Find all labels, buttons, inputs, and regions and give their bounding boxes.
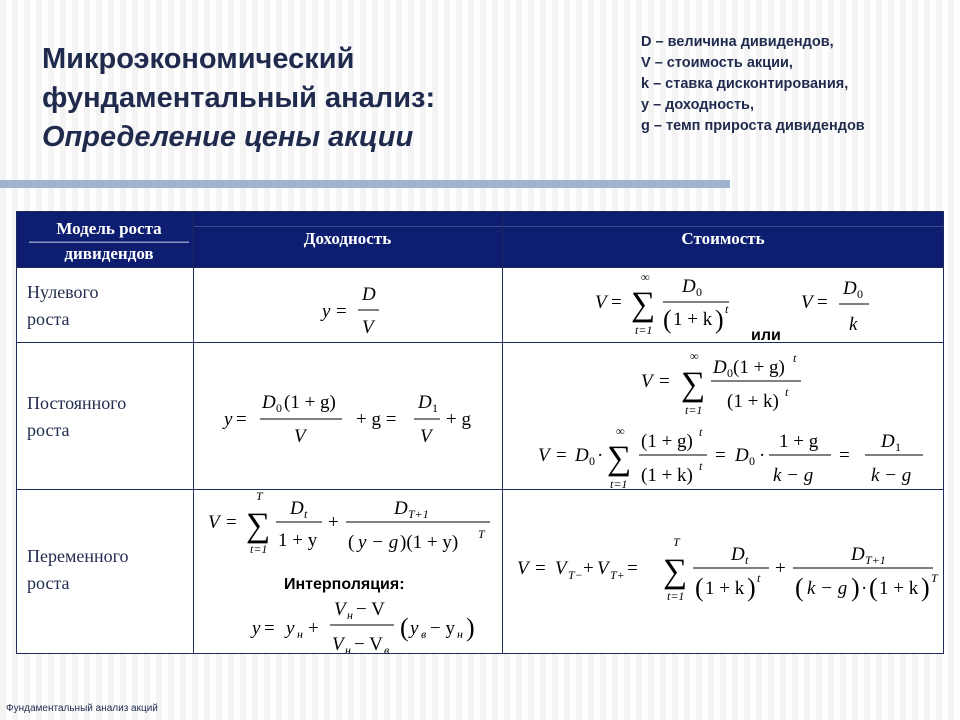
svg-text:T: T [478,527,485,541]
svg-text:=: = [627,558,638,579]
svg-text:0: 0 [276,401,282,415]
svg-text:y: y [252,618,261,639]
svg-text:− y: − y [430,618,455,639]
svg-text:y: y [224,409,233,430]
svg-text:): ) [921,573,930,602]
row-label-line: роста [27,309,70,329]
svg-text:T+1: T+1 [865,553,886,567]
svg-text:=: = [611,292,622,313]
header-yield: Доходность [303,229,392,248]
svg-text:V: V [597,558,609,579]
header-model-line-1: Модель роста [29,218,189,242]
svg-text:− V: − V [354,634,383,653]
svg-text:D: D [418,392,432,413]
svg-text:): ) [466,613,475,642]
row-label-line: роста [27,573,70,593]
svg-text:t: t [725,302,729,316]
header-model [29,218,189,265]
svg-text:=: = [264,618,275,639]
svg-text:T+: T+ [610,568,625,582]
svg-text:1 + k: 1 + k [705,578,745,599]
svg-text:D: D [881,431,895,452]
svg-text:(: ( [795,573,804,602]
row-label-line: Переменного [27,546,129,566]
svg-text:∞: ∞ [690,349,699,363]
svg-text:T−: T− [568,568,583,582]
svg-text:∞: ∞ [616,424,625,438]
svg-text:=: = [226,512,237,533]
svg-text:·: · [597,445,604,466]
formula-zero-value [503,268,943,342]
svg-text:T: T [931,571,938,585]
footer-caption: Фундаментальный анализ акций [6,703,158,714]
svg-text:V: V [801,292,813,313]
svg-text:V: V [362,317,374,338]
svg-text:t: t [793,351,797,365]
svg-text:0: 0 [696,285,702,299]
svg-text:− V: − V [356,599,385,620]
svg-text:∑: ∑ [607,440,632,477]
svg-text:V: V [208,512,220,533]
svg-text:(1 + g): (1 + g) [641,431,693,452]
svg-text:(1 + g): (1 + g) [733,357,785,378]
svg-text:t: t [699,425,703,439]
svg-text:в: в [421,627,427,641]
svg-text:∑: ∑ [246,507,271,544]
svg-text:(: ( [869,573,878,602]
svg-text:0: 0 [727,366,733,380]
svg-text:(: ( [695,573,704,602]
svg-text:): ) [851,573,860,602]
svg-text:=: = [817,292,828,313]
svg-text:k − g: k − g [773,465,814,486]
svg-text:=: = [715,445,726,466]
svg-text:t=1: t=1 [635,323,653,337]
svg-text:+: + [308,618,319,639]
svg-text:T: T [256,490,263,503]
svg-text:t=1: t=1 [250,542,268,556]
svg-text:D: D [575,445,589,466]
svg-text:D: D [682,276,696,297]
svg-text:k − g: k − g [807,578,848,599]
formula-constant-yield [194,343,502,489]
svg-text:V: V [332,634,344,653]
svg-text:1: 1 [895,440,901,454]
svg-text:k: k [849,314,858,335]
svg-text:+: + [328,512,339,533]
formula-zero-yield [194,268,502,342]
svg-text:t: t [745,553,749,567]
title-divider [0,180,730,188]
header-model-line-2: дивидендов [29,242,189,265]
svg-text:t: t [757,571,761,585]
slide-title [42,40,582,157]
svg-text:D: D [262,392,276,413]
header-line [193,226,943,227]
legend-item: k – ставка дисконтирования, [641,76,849,92]
svg-text:(1 + k): (1 + k) [727,391,779,412]
formula-table [16,211,944,654]
title-line-1: Микроэкономический [42,43,355,75]
svg-text:D: D [362,284,376,305]
svg-text:t=1: t=1 [667,589,685,603]
svg-text:y − g: y − g [358,532,399,553]
row-label-line: Постоянного [27,393,127,413]
svg-text:V: V [641,371,653,392]
svg-text:+: + [583,558,594,579]
svg-text:V: V [538,445,550,466]
row-label-variable-growth [27,543,192,597]
svg-text:=: = [659,371,670,392]
svg-text:(: ( [348,532,355,553]
svg-text:н: н [345,643,351,653]
header-value: Стоимость [681,229,765,248]
legend-item: y – доходность, [641,97,754,113]
svg-text:V: V [555,558,567,579]
table-header [17,212,943,267]
svg-text:н: н [297,627,303,641]
variable-legend [641,32,951,137]
svg-text:н: н [457,627,463,641]
svg-text:t=1: t=1 [610,477,628,489]
svg-text:D: D [731,544,745,565]
legend-item: V – стоимость акции, [641,55,793,71]
svg-text:D: D [851,544,865,565]
svg-text:0: 0 [749,454,755,468]
formula-variable-yield [194,490,502,653]
formula-constant-value [503,343,943,489]
svg-text:D: D [290,498,304,519]
formula-variable-value [503,490,943,653]
svg-text:t: t [304,507,308,521]
svg-text:1: 1 [432,401,438,415]
svg-text:=: = [236,409,247,430]
svg-text:D: D [713,357,727,378]
svg-text:): ) [747,573,756,602]
svg-text:·: · [759,445,766,466]
svg-text:1 + k: 1 + k [879,578,919,599]
svg-text:): ) [715,305,724,334]
svg-text:V: V [420,426,432,447]
svg-text:T: T [673,535,680,549]
svg-text:=: = [556,445,567,466]
svg-text:1 + g: 1 + g [779,431,819,452]
svg-text:)(1 + y): )(1 + y) [400,532,459,553]
row-label-zero-growth [27,279,192,333]
svg-text:(: ( [663,305,672,334]
svg-text:0: 0 [857,287,863,301]
svg-text:t: t [699,459,703,473]
svg-text:V: V [595,292,607,313]
row-label-constant-growth [27,390,192,444]
svg-text:∑: ∑ [663,553,688,590]
svg-text:·: · [861,578,868,599]
svg-text:V: V [517,558,529,579]
svg-text:D: D [843,278,857,299]
row-label-line: Нулевого [27,282,99,302]
svg-text:1 + y: 1 + y [278,530,318,551]
svg-text:+: + [775,558,786,579]
interpolation-label: Интерполяция: [284,576,405,593]
connector-or: или [751,327,781,342]
legend-item: D – величина дивидендов, [641,34,834,50]
svg-text:∑: ∑ [631,286,656,323]
svg-text:y: y [322,301,331,322]
svg-text:k − g: k − g [871,465,912,486]
svg-text:(1 + k): (1 + k) [641,465,693,486]
svg-text:в: в [384,643,390,653]
svg-text:(: ( [400,613,409,642]
svg-text:y: y [410,618,419,639]
svg-text:∞: ∞ [641,270,650,284]
svg-text:0: 0 [589,454,595,468]
svg-text:y: y [286,618,295,639]
svg-text:+ g =: + g = [356,409,397,430]
title-line-2: фундаментальный анализ: [42,82,436,114]
svg-text:+ g: + g [446,409,471,430]
legend-item: g – темп прироста дивидендов [641,118,865,134]
svg-text:н: н [347,608,353,622]
svg-text:(1 + g): (1 + g) [284,392,336,413]
svg-text:T+1: T+1 [408,507,429,521]
svg-text:t: t [785,385,789,399]
svg-text:V: V [294,426,306,447]
svg-text:=: = [839,445,850,466]
svg-text:∑: ∑ [681,366,706,403]
svg-text:V: V [334,599,346,620]
svg-text:D: D [735,445,749,466]
svg-text:t=1: t=1 [685,403,703,417]
svg-text:D: D [394,498,408,519]
svg-text:1 + k: 1 + k [673,309,713,330]
svg-text:=: = [535,558,546,579]
svg-text:=: = [336,301,347,322]
title-subtitle: Определение цены акции [42,121,414,153]
row-label-line: роста [27,420,70,440]
